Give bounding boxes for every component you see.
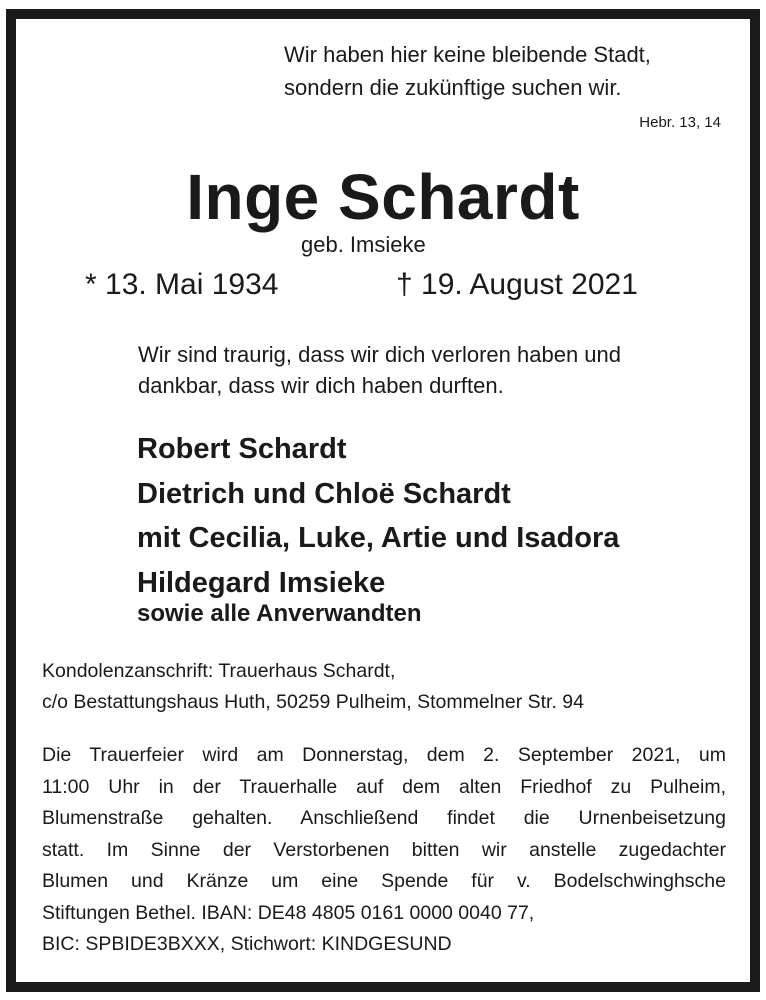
mourner-name: mit Cecilia, Luke, Artie und Isadora (137, 522, 620, 554)
mourner-name: Hildegard Imsieke (137, 566, 386, 599)
ceremony-line: BIC: SPBIDE3BXXX, Stichwort: KINDGESUND (42, 933, 452, 955)
ceremony-line: Blumen und Kränze um eine Spende für v. Bodelschwinghsche (42, 870, 726, 892)
condolence-line: c/o Bestattungshaus Huth, 50259 Pulheim, Stommelner Str. 94 (42, 691, 584, 713)
bible-verse (284, 38, 744, 104)
ceremony-line: statt. Im Sinne der Verstorbenen bitten wir anstelle zugedachter (42, 838, 726, 861)
condolence-line: Kondolenzanschrift: Trauerhaus Schardt, (42, 660, 396, 682)
birth-date: * 13. Mai 1934 (85, 268, 279, 301)
message-line: dankbar, dass wir dich haben durften. (138, 373, 504, 398)
message-line: Wir sind traurig, dass wir dich verloren haben und (138, 342, 622, 367)
verse-line: Wir haben hier keine bleibende Stadt, (284, 42, 651, 67)
birth-name: geb. Imsieke (301, 232, 426, 257)
mourner-name: Dietrich und Chloë Schardt (137, 477, 511, 510)
mourners-footer: sowie alle Anverwandten (137, 600, 422, 627)
mourning-message (138, 339, 621, 401)
ceremony-line: Stiftungen Bethel. IBAN: DE48 4805 0161 0000 0040 77, (42, 901, 535, 924)
ceremony-line: Blumenstraße gehalten. Anschließend findet die Urnenbeisetzung (42, 807, 726, 829)
verse-reference: Hebr. 13, 14 (639, 114, 721, 131)
condolence-address (42, 656, 584, 718)
verse-line: sondern die zukünftige suchen wir. (284, 75, 622, 100)
death-date: † 19. August 2021 (396, 268, 638, 301)
mourner-name: Robert Schardt (137, 433, 347, 465)
ceremony-line: 11:00 Uhr in der Trauerhalle auf dem alten Friedhof zu Pulheim, (42, 775, 726, 798)
deceased-name: Inge Schardt (186, 161, 580, 233)
ceremony-line: Die Trauerfeier wird am Donnerstag, dem 2. September 2021, um (42, 744, 726, 766)
ceremony-notice (42, 740, 726, 961)
mourners-list (137, 427, 619, 605)
